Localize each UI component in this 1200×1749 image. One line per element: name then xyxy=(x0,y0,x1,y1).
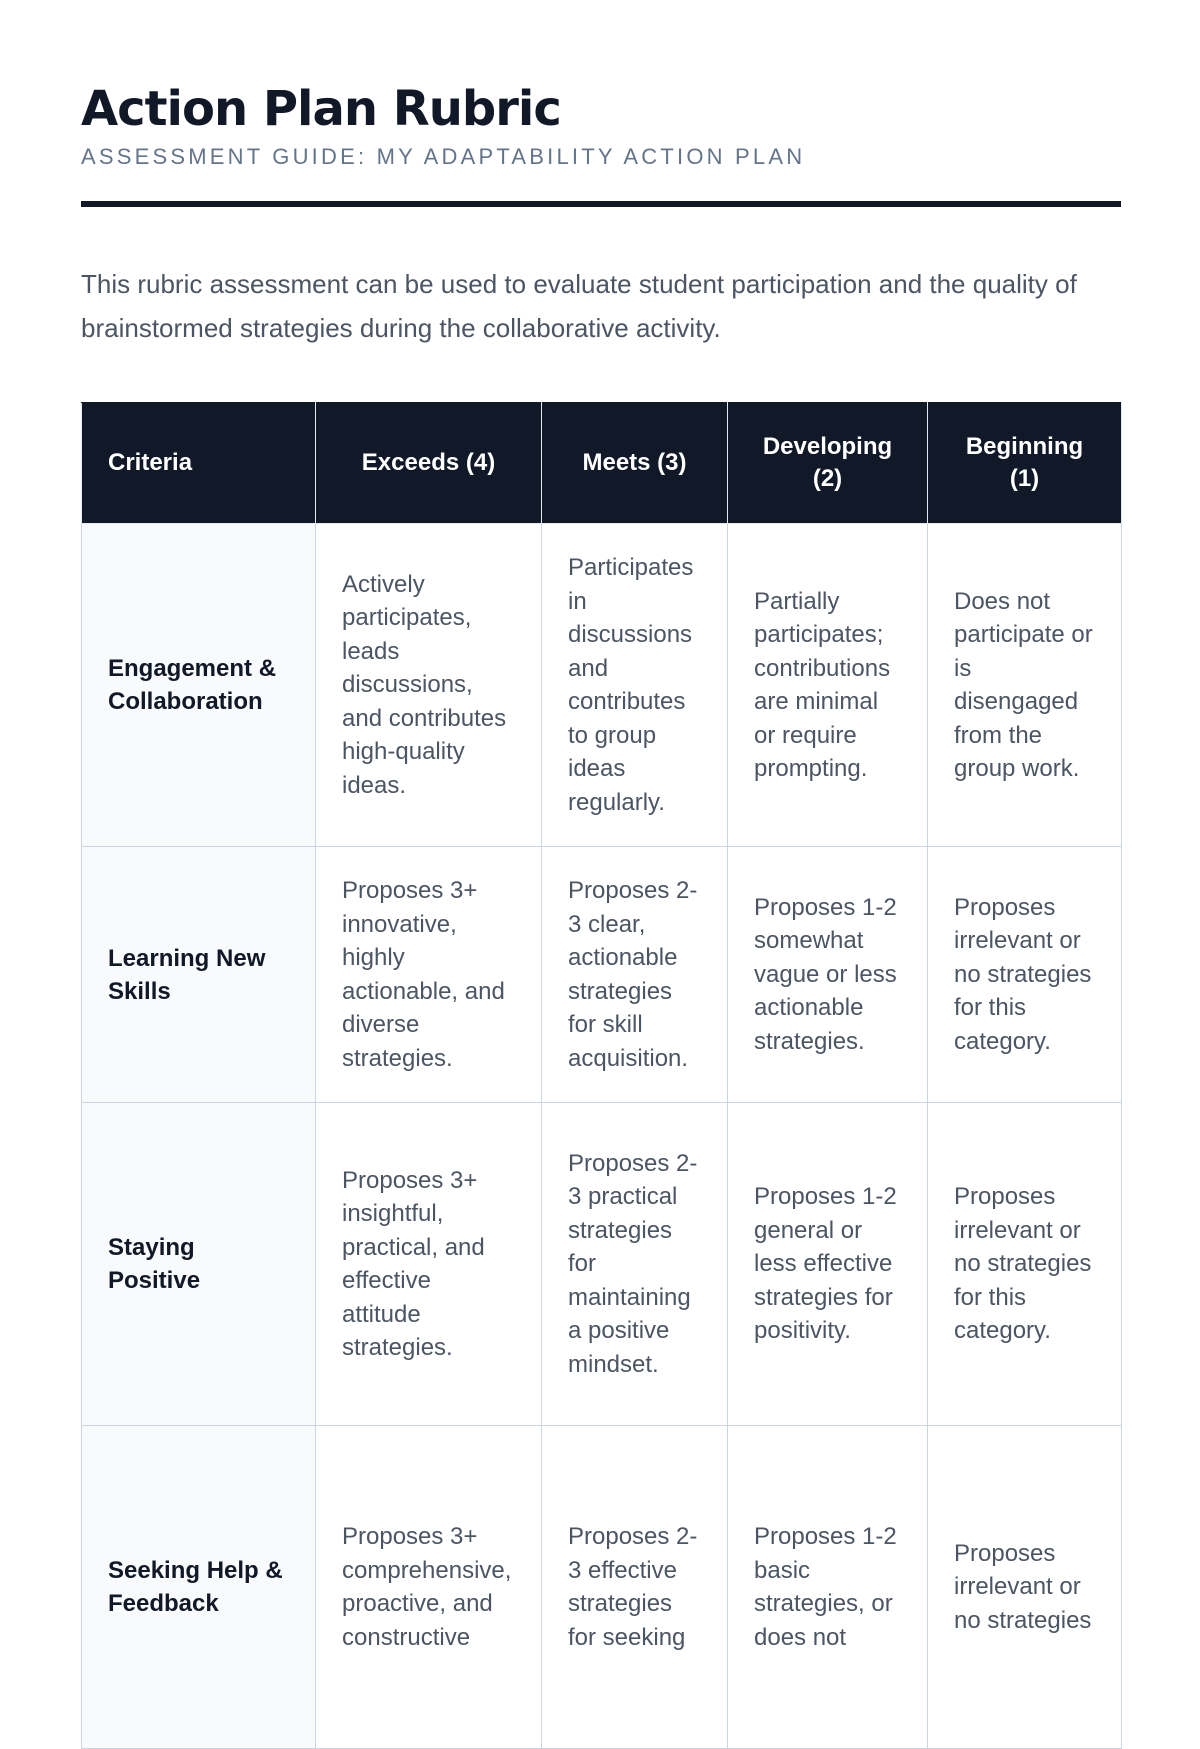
cell-exceeds: Proposes 3+ insightful, practical, and effective attitude strategies. xyxy=(316,1103,542,1426)
criterion-label: Seeking Help & Feedback xyxy=(82,1426,316,1749)
cell-meets: Proposes 2-3 effective strategies for seeking xyxy=(542,1426,728,1749)
cell-beginning: Does not participate or is disengaged from the group work. xyxy=(928,524,1122,847)
cell-exceeds: Proposes 3+ comprehensive, proactive, and constructive xyxy=(316,1426,542,1749)
column-header-criteria: Criteria xyxy=(82,403,316,524)
table-row xyxy=(82,847,1122,1103)
rubric-table-body xyxy=(82,524,1122,1749)
cell-meets: Proposes 2-3 clear, actionable strategies for skill acquisition. xyxy=(542,847,728,1103)
page-subtitle: ASSESSMENT GUIDE: MY ADAPTABILITY ACTION PLAN xyxy=(81,144,806,169)
page-title: Action Plan Rubric xyxy=(81,81,561,137)
cell-developing: Proposes 1-2 somewhat vague or less actionable strategies. xyxy=(728,847,928,1103)
header-row xyxy=(82,403,1122,524)
column-header-developing: Developing (2) xyxy=(728,403,928,524)
header-divider xyxy=(81,201,1121,207)
cell-developing: Proposes 1-2 basic strategies, or does not xyxy=(728,1426,928,1749)
cell-exceeds: Proposes 3+ innovative, highly actionable, and diverse strategies. xyxy=(316,847,542,1103)
table-row xyxy=(82,524,1122,847)
cell-exceeds: Actively participates, leads discussions, and contributes high-quality ideas. xyxy=(316,524,542,847)
cell-meets: Participates in discussions and contributes to group ideas regularly. xyxy=(542,524,728,847)
cell-beginning: Proposes irrelevant or no strategies xyxy=(928,1426,1122,1749)
table-row xyxy=(82,1426,1122,1749)
criterion-label: Engagement & Collaboration xyxy=(82,524,316,847)
cell-beginning: Proposes irrelevant or no strategies for this category. xyxy=(928,847,1122,1103)
intro-paragraph: This rubric assessment can be used to evaluate student participation and the quality of brainstormed strategies during the collaborative activity. xyxy=(81,269,1077,343)
cell-developing: Proposes 1-2 general or less effective strategies for positivity. xyxy=(728,1103,928,1426)
criterion-label: Staying Positive xyxy=(82,1103,316,1426)
criterion-label: Learning New Skills xyxy=(82,847,316,1103)
table-row xyxy=(82,1103,1122,1426)
column-header-beginning: Beginning (1) xyxy=(928,403,1122,524)
cell-developing: Partially participates; contributions are minimal or require prompting. xyxy=(728,524,928,847)
cell-meets: Proposes 2-3 practical strategies for maintaining a positive mindset. xyxy=(542,1103,728,1426)
rubric-table-header xyxy=(82,403,1122,524)
rubric-table xyxy=(81,402,1122,1749)
column-header-exceeds: Exceeds (4) xyxy=(316,403,542,524)
column-header-meets: Meets (3) xyxy=(542,403,728,524)
cell-beginning: Proposes irrelevant or no strategies for this category. xyxy=(928,1103,1122,1426)
